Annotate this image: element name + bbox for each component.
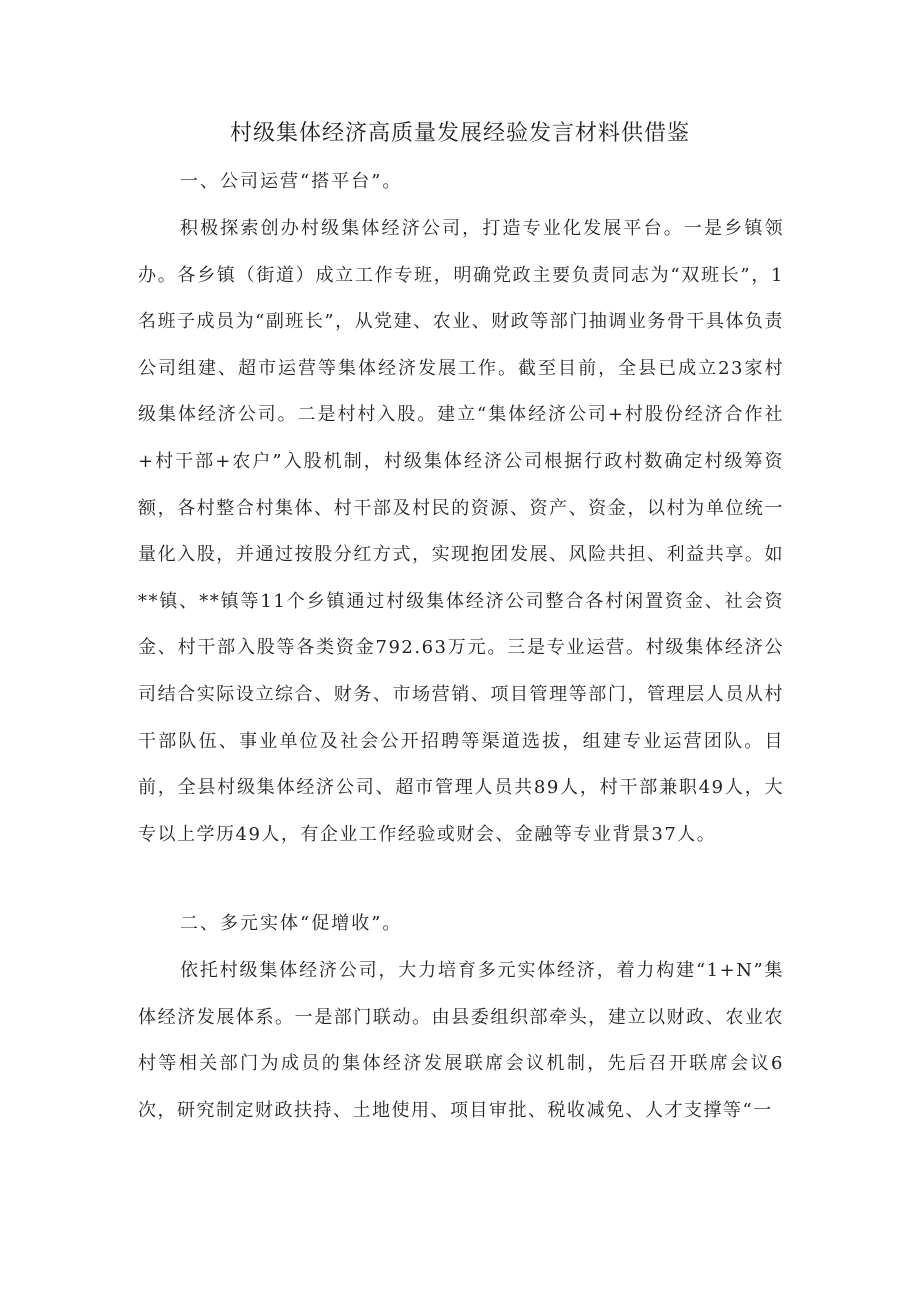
document-title: 村级集体经济高质量发展经验发言材料供借鉴 [229, 121, 690, 146]
section-heading-1: 一、公司运营“搭平台”。 [180, 171, 403, 192]
section-paragraph-1: 积极探索创办村级集体经济公司，打造专业化发展平台。一是乡镇领办。各乡镇（街道）成立工作专班，明确党政主要负责同志为“双班长”，1名班子成员为“副班长”，从党建、农业、财政等部门抽调业务骨干具体负责公司组建、超市运营等集体经济发展工作。截至目前，全县已成立23家村级集体经济公司。二是村村入股。建立“集体经济公司+村股份经济合作社+村干部+农户”入股机制，村级集体经济公司根据行政村数确定村级筹资额，各村整合村集体、村干部及村民的资源、资产、资金，以村为单位统一量化入股，并通过按股分红方式，实现抱团发展、风险共担、利益共享。如**镇、**镇等11个乡镇通过村级集体经济公司整合各村闲置资金、社会资金、村干部入股等各类资金792.63万元。三是专业运营。村级集体经济公司结合实际设立综合、财务、市场营销、项目管理等部门，管理层人员从村干部队伍、事业单位及社会公开招聘等渠道选拔，组建专业运营团队。目前，全县村级集体经济公司、超市管理人员共89人，村干部兼职49人，大专以上学历49人，有企业工作经验或财会、金融等专业背景37人。 [138, 218, 784, 845]
section-heading-2: 二、多元实体“促增收”。 [180, 913, 403, 934]
section-paragraph-2: 依托村级集体经济公司，大力培育多元实体经济，着力构建“1+N”集体经济发展体系。一是部门联动。由县委组织部牵头，建立以财政、农业农村等相关部门为成员的集体经济发展联席会议机制，先后召开联席会议6次，研究制定财政扶持、土地使用、项目审批、税收减免、人才支撑等“一 [138, 960, 784, 1121]
